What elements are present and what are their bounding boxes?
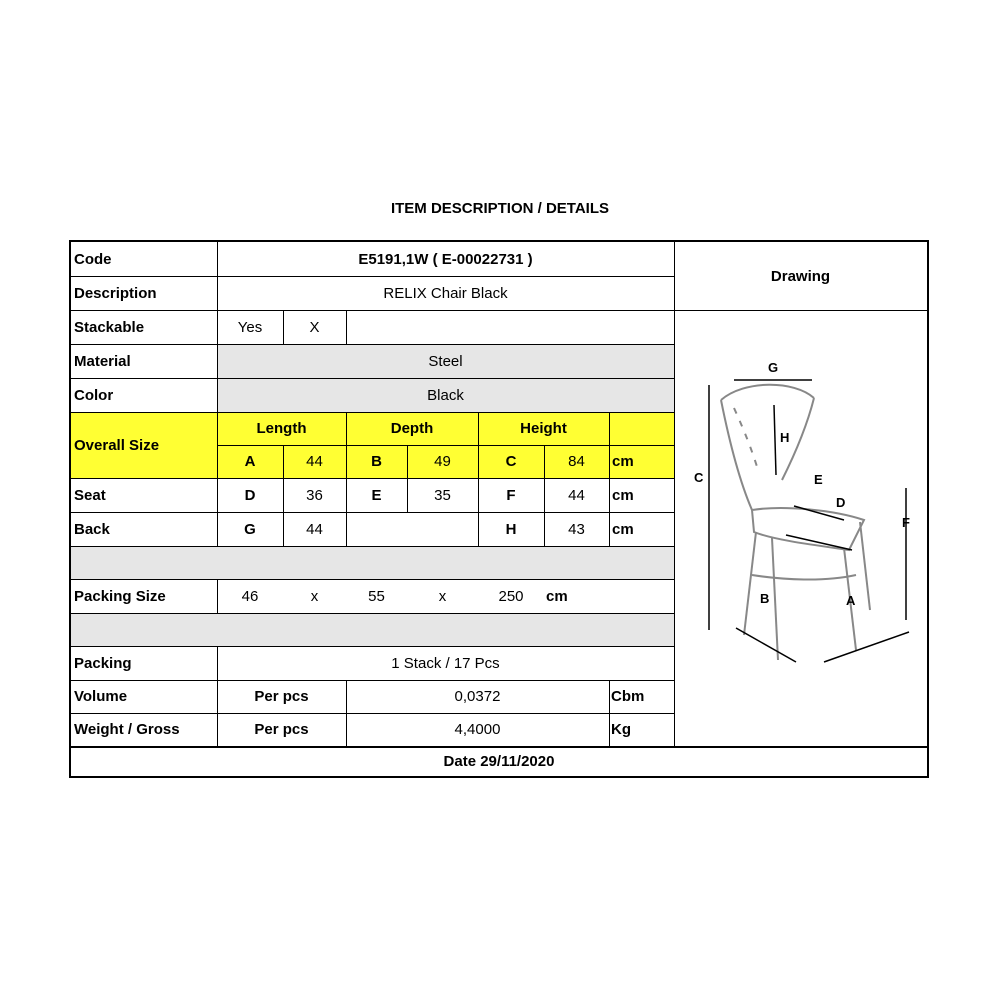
seat-value-e: 35 <box>434 486 451 504</box>
packing-size-sep-2: x <box>438 587 447 605</box>
drawing-label-d: D <box>836 495 846 510</box>
back-letter-g: G <box>244 520 256 538</box>
chair-drawing <box>674 310 927 746</box>
overall-size-label: Overall Size <box>71 412 217 478</box>
weight-value: 4,4000 <box>454 721 501 738</box>
seat-letter-e: E <box>371 486 382 504</box>
chair-sketch <box>674 310 927 746</box>
back-value-g: 44 <box>306 520 323 538</box>
drawing-label-a: A <box>846 593 856 608</box>
packing-size-unit: cm <box>546 587 568 605</box>
color-label: Color <box>74 386 114 404</box>
overall-unit: cm <box>609 445 674 478</box>
drawing-label-e: E <box>814 472 823 487</box>
volume-value: 0,0372 <box>454 688 501 705</box>
drawing-label-c: C <box>694 470 704 485</box>
height-header: Height <box>478 412 609 445</box>
volume-unit: Cbm <box>611 688 645 705</box>
date-footer: Date 29/11/2020 <box>443 752 555 770</box>
seat-letter-f: F <box>506 486 516 504</box>
seat-value-f: 44 <box>568 486 585 504</box>
stackable-mark: X <box>309 318 320 336</box>
drawing-label-b: B <box>760 591 770 606</box>
packing-size-length: 46 <box>241 587 259 605</box>
seat-unit: cm <box>612 486 634 504</box>
overall-letter-a: A <box>217 445 283 478</box>
code-label: Code <box>74 250 112 268</box>
weight-unit: Kg <box>611 721 631 738</box>
volume-per: Per pcs <box>254 688 309 705</box>
weight-per: Per pcs <box>254 721 309 738</box>
spacer-row <box>71 613 674 646</box>
weight-label: Weight / Gross <box>74 721 180 738</box>
packing-size-sep-1: x <box>310 587 319 605</box>
overall-blank-cell <box>609 412 674 445</box>
stackable-yes: Yes <box>237 318 263 336</box>
description-label: Description <box>74 284 157 302</box>
color-value: Black <box>217 378 674 412</box>
overall-value-a: 44 <box>283 445 346 478</box>
material-value: Steel <box>217 344 674 378</box>
packing-label: Packing <box>74 654 132 672</box>
drawing-label-f: F <box>902 515 910 530</box>
code-value: E5191,1W ( E-00022731 ) <box>358 250 533 268</box>
drawing-label-g: G <box>768 360 779 375</box>
drawing-header: Drawing <box>770 267 831 285</box>
packing-size-height: 250 <box>498 587 524 605</box>
overall-value-b: 49 <box>407 445 478 478</box>
packing-size-depth: 55 <box>368 587 385 605</box>
page-title: ITEM DESCRIPTION / DETAILS <box>390 200 610 217</box>
material-label: Material <box>74 352 131 370</box>
overall-letter-b: B <box>346 445 407 478</box>
overall-letter-c: C <box>478 445 544 478</box>
description-value: RELIX Chair Black <box>383 284 508 302</box>
spacer-row <box>71 546 674 579</box>
seat-letter-d: D <box>244 486 256 504</box>
back-value-h: 43 <box>568 520 585 538</box>
back-letter-h: H <box>505 520 517 538</box>
volume-label: Volume <box>74 688 128 705</box>
seat-label: Seat <box>74 486 106 504</box>
back-unit: cm <box>612 520 634 538</box>
depth-header: Depth <box>346 412 478 445</box>
overall-value-c: 84 <box>544 445 609 478</box>
drawing-label-h: H <box>780 430 790 445</box>
stackable-label: Stackable <box>74 318 145 336</box>
packing-size-label: Packing Size <box>74 587 166 605</box>
back-label: Back <box>74 520 110 538</box>
packing-value: 1 Stack / 17 Pcs <box>391 654 500 672</box>
seat-value-d: 36 <box>306 486 323 504</box>
item-details-sheet <box>69 240 929 778</box>
length-header: Length <box>217 412 346 445</box>
